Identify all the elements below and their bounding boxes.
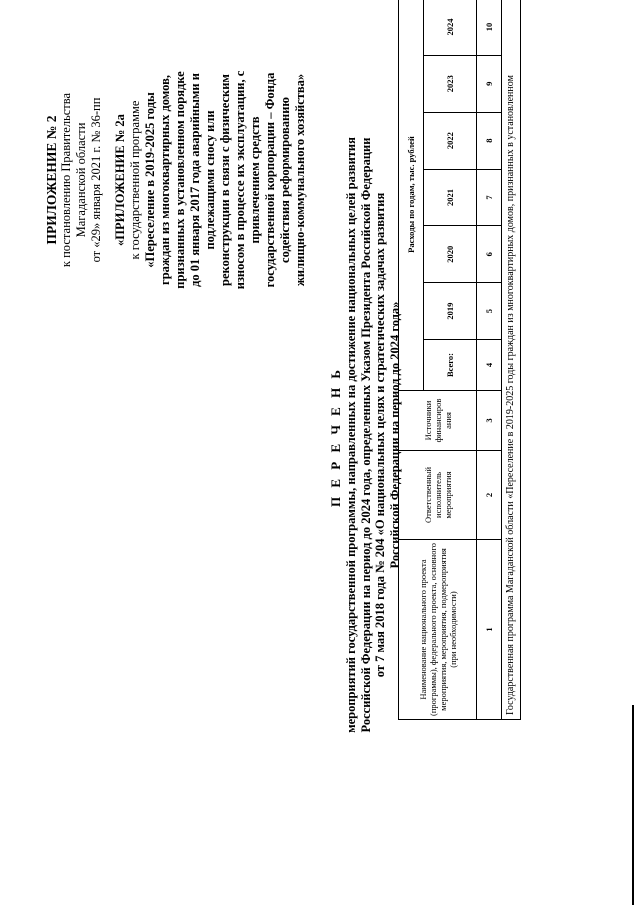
table-number-row (477, 0, 502, 720)
appendix-title: ПРИЛОЖЕНИЕ № 2 (44, 115, 59, 245)
appendix-line: к постановлению Правительства (59, 92, 73, 268)
header-expenses: Расходы по годам, тыс. рублей (399, 0, 424, 391)
header-year: 2021 (424, 169, 477, 226)
appendix-line: до 01 января 2017 года аварийными и (188, 73, 202, 287)
heading-line: Российской Федерации на период до 2024 года, определенных Указом Президента Российской Федерации (358, 137, 373, 733)
document-heading (344, 115, 402, 755)
heading-line: от 7 мая 2018 года № 204 «О национальных целях и стратегических задачах развития (373, 192, 387, 678)
appendix-line: привлечением средств (248, 116, 262, 244)
appendix-line: Магаданской области (74, 122, 88, 238)
appendix-line: государственной корпорации – Фонда (263, 72, 277, 288)
header-responsible: Ответственный исполнитель мероприятия (399, 451, 477, 540)
table-row (502, 0, 521, 720)
column-number: 5 (477, 283, 502, 340)
appendix-line: признанных в установленном порядке (173, 71, 187, 289)
header-total: Всего: (424, 340, 477, 391)
appendix-line: «Переселение в 2019-2025 годы (143, 92, 157, 268)
header-year: 2022 (424, 112, 477, 169)
heading-line: Российской Федерации на период до 2024 года» (387, 301, 402, 569)
header-name: Наименование национального проекта (программы), федерального проекта, основного мероприятия, мероприятия, подмероприятия (при необходимости) (399, 540, 477, 720)
appendix-line: жилищно-коммунального хозяйства» (293, 73, 307, 287)
appendix-line: граждан из многоквартирных домов, (158, 75, 172, 285)
table-header-row (399, 0, 424, 720)
appendix-line: содействия реформированию (278, 97, 292, 263)
appendix-line: реконструкции в связи с физическим (218, 74, 232, 286)
program-row-text: Государственная программа Магаданской области «Переселение в 2019-2025 годы граждан из многоквартирных домов, признанных в установленном (502, 0, 521, 720)
column-number: 2 (477, 451, 502, 540)
column-number: 10 (477, 0, 502, 55)
header-year: 2023 (424, 55, 477, 112)
column-number: 1 (477, 540, 502, 720)
header-source: Источники финансиров ания (399, 391, 477, 451)
header-year: 2020 (424, 226, 477, 283)
document-title: П Е Р Е Ч Е Н Ь (328, 366, 343, 508)
heading-line: мероприятий государственной программы, направленных на достижение национальных целей развития (344, 137, 358, 733)
appendix-line: подлежащими сносу или (203, 110, 217, 250)
header-year: 2019 (424, 283, 477, 340)
appendix-block (44, 55, 308, 305)
column-number: 6 (477, 226, 502, 283)
column-number: 9 (477, 55, 502, 112)
scan-divider-line (632, 705, 634, 905)
column-number: 7 (477, 169, 502, 226)
column-number: 8 (477, 112, 502, 169)
appendix-line: к государственной программе (128, 100, 142, 260)
column-number: 4 (477, 340, 502, 391)
column-number: 3 (477, 391, 502, 451)
measures-table (398, 0, 521, 720)
appendix-subtitle: «ПРИЛОЖЕНИЕ № 2а (113, 114, 127, 246)
appendix-line: износом в процессе их эксплуатации, с (233, 70, 247, 290)
header-year: 2024 (424, 0, 477, 55)
appendix-line: от «29» января 2021 г. № 36-пп (89, 97, 103, 263)
